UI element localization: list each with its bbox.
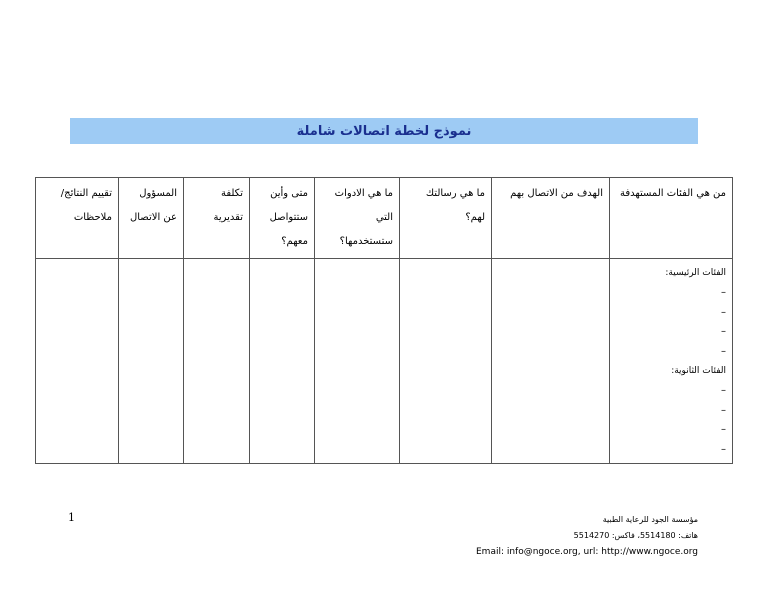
responsible-cell[interactable] — [119, 259, 184, 464]
list-item: – — [721, 345, 726, 357]
page-number: 1 — [68, 511, 75, 524]
footer — [476, 512, 698, 560]
col-evaluation-notes: تقييم النتائج/ملاحظات — [36, 178, 119, 259]
page-title: نموذج لخطة اتصالات شاملة — [296, 123, 472, 139]
col-when-where: متى وأين ستتواصل معهم؟ — [250, 178, 315, 259]
primary-groups-label: الفئات الرئيسية: — [665, 268, 726, 278]
tools-cell[interactable] — [315, 259, 400, 464]
when-where-cell[interactable] — [250, 259, 315, 464]
communication-plan-table — [35, 177, 733, 464]
list-item: – — [721, 385, 726, 396]
title-banner — [70, 118, 698, 144]
target-groups-cell[interactable] — [610, 259, 733, 464]
col-responsible: المسؤول عن الاتصال — [119, 178, 184, 259]
list-item: – — [721, 326, 726, 337]
footer-phone-fax: هاتف: 5514180، فاكس: 5514270 — [573, 531, 698, 540]
evaluation-notes-cell[interactable] — [36, 259, 119, 464]
table-row — [36, 259, 733, 464]
list-item: – — [721, 306, 726, 318]
secondary-groups-label: الفئات الثانوية: — [671, 366, 726, 376]
header-row — [36, 178, 733, 259]
list-item: – — [721, 424, 726, 435]
list-item: – — [721, 443, 726, 455]
col-target-groups: من هي الفئات المستهدفة — [610, 178, 733, 259]
col-contact-goal: الهدف من الاتصال بهم — [492, 178, 610, 259]
list-item: – — [721, 287, 726, 298]
message-cell[interactable] — [400, 259, 492, 464]
col-message: ما هي رسالتك لهم؟ — [400, 178, 492, 259]
estimated-cost-cell[interactable] — [184, 259, 250, 464]
col-estimated-cost: تكلفة تقديرية — [184, 178, 250, 259]
list-item: – — [721, 404, 726, 416]
footer-organization: مؤسسة الجود للرعاية الطبية — [602, 515, 698, 524]
footer-contact: Email: info@ngoce.org, url: http://www.ngoce.org — [475, 547, 698, 557]
contact-goal-cell[interactable] — [492, 259, 610, 464]
col-tools: ما هي الادوات التي ستستخدمها؟ — [315, 178, 400, 259]
